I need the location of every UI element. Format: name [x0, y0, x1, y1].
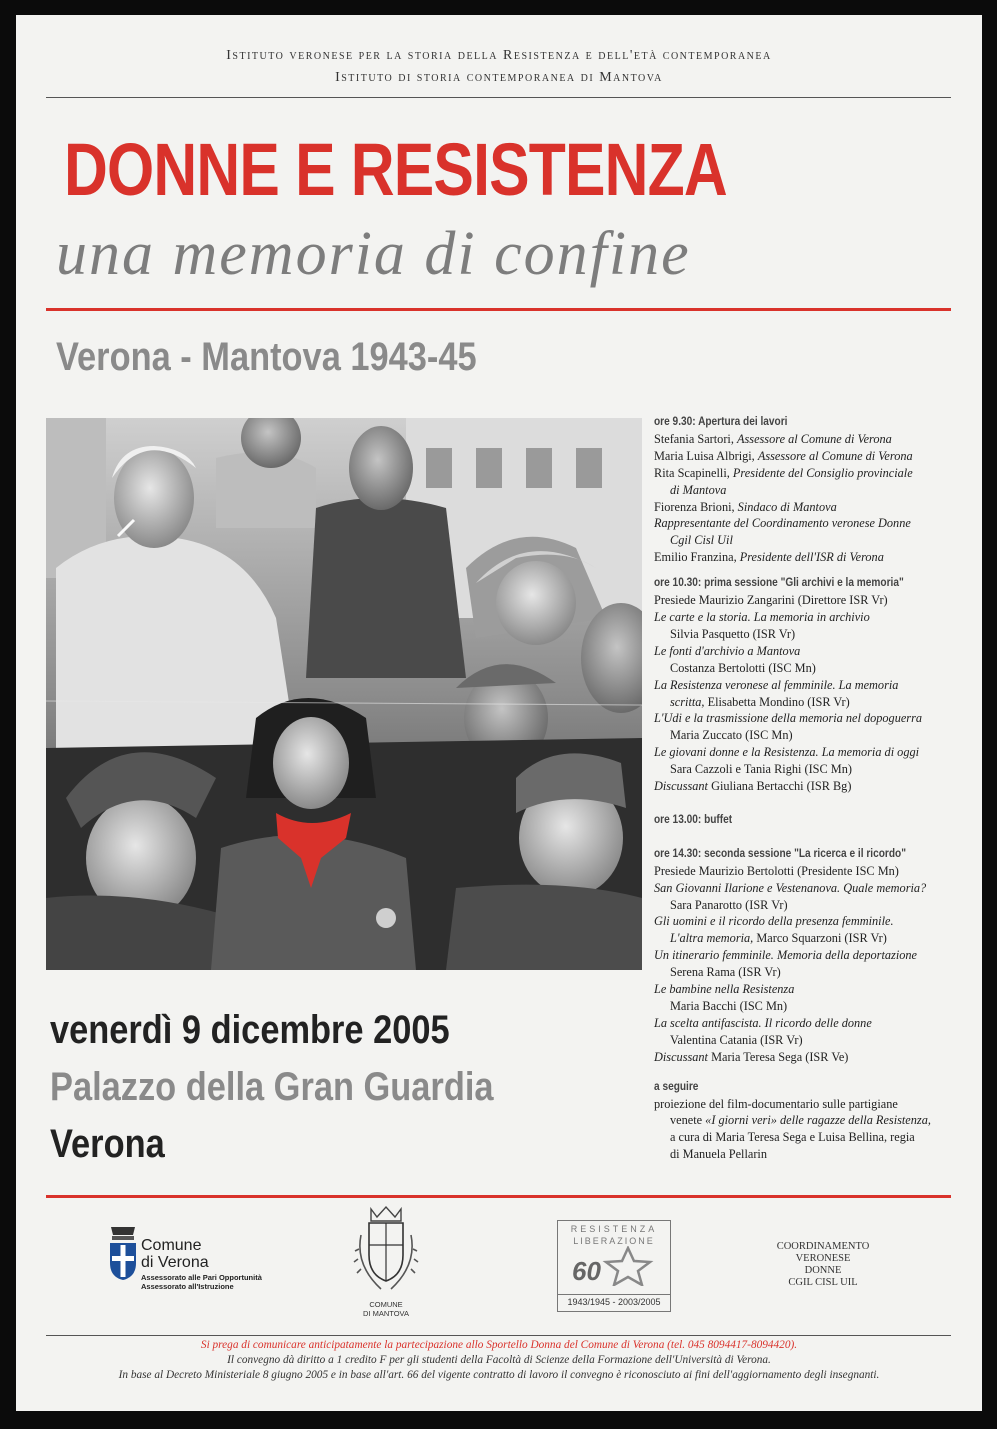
speaker-scapinelli-role: Presidente del Consiglio provinciale — [732, 465, 913, 480]
talk-4-1-title: San Giovanni Ilarione e Vestenanova. Quale memoria? — [654, 880, 927, 895]
logos-red-rule — [46, 1195, 951, 1198]
footer-registration-note: Si prega di comunicare anticipatamente la partecipazione allo Sportello Donna del Comune di Verona (tel. 045 8094417-8094420). — [200, 1339, 798, 1351]
session-2-discussant-label: Discussant — [654, 779, 712, 794]
speaker-brioni: Fiorenza Brioni, — [654, 499, 738, 514]
speaker-coordinamento-cont: Cgil Cisl Uil — [670, 533, 733, 548]
institute-line-2: Istituto di storia contemporanea di Mantova — [335, 70, 663, 85]
verona-logo-word-2: di Verona — [141, 1254, 209, 1271]
res-logo-years: 1943/1945 - 2003/2005 — [558, 1294, 670, 1307]
talk-2-2-title: Le fonti d'archivio a Mantova — [654, 643, 801, 658]
speaker-scapinelli-role-cont: di Mantova — [670, 482, 727, 497]
res-logo-word-2: LIBERAZIONE — [573, 1236, 655, 1246]
session-2-discussant: Giuliana Bertacchi (ISR Bg) — [711, 779, 852, 794]
film-line-4: di Manuela Pellarin — [670, 1147, 767, 1162]
star-icon — [598, 1246, 658, 1286]
film-line-2a: venete — [670, 1113, 706, 1128]
res-logo-word-1: RESISTENZA — [570, 1224, 658, 1234]
talk-4-4-title: Le bambine nella Resistenza — [654, 982, 795, 997]
poster-sheet — [16, 15, 982, 1411]
institute-line-1: Istituto veronese per la storia della Resistenza e dell'età contemporanea — [226, 48, 772, 63]
film-line-1: proiezione del film-documentario sulle partigiane — [654, 1096, 898, 1111]
verona-shield-icon — [108, 1225, 138, 1281]
talk-2-2-author: Costanza Bertolotti (ISC Mn) — [670, 660, 816, 675]
talk-2-3-title-cont: scritta, — [670, 694, 708, 709]
talk-2-3-author: Elisabetta Mondino (ISR Vr) — [707, 694, 850, 709]
speaker-sartori-role: Assessore al Comune di Verona — [736, 431, 892, 446]
talk-4-2-title: Gli uomini e il ricordo della presenza femminile. — [654, 914, 894, 929]
talk-4-3-title: Un itinerario femminile. Memoria della deportazione — [654, 948, 917, 963]
group-photo-image — [46, 418, 642, 970]
header-divider — [46, 97, 951, 98]
event-venue: Palazzo della Gran Guardia — [50, 1065, 494, 1109]
talk-2-3-title: La Resistenza veronese al femminile. La memoria — [654, 677, 899, 692]
verona-logo-assessorato-2: Assessorato all'Istruzione — [141, 1282, 234, 1291]
talk-4-4-author: Maria Bacchi (ISC Mn) — [670, 999, 788, 1013]
place-years: Verona - Mantova 1943-45 — [56, 335, 477, 379]
verona-logo-assessorato-1: Assessorato alle Pari Opportunità — [141, 1273, 262, 1282]
coord-logo-line-2: VERONESE — [795, 1253, 851, 1264]
logo-coordinamento — [758, 1241, 888, 1289]
mantova-crest-icon — [351, 1205, 421, 1295]
session-3-heading: ore 13.00: buffet — [654, 813, 733, 826]
talk-4-2-title-cont: L'altra memoria, — [670, 931, 757, 946]
coord-logo-line-4: CGIL CISL UIL — [788, 1277, 858, 1288]
session-4-discussant-label: Discussant — [654, 1049, 712, 1064]
session-4-discussant: Maria Teresa Sega (ISR Ve) — [711, 1049, 849, 1064]
footer-divider — [46, 1335, 951, 1336]
coord-logo-line-3: DONNE — [804, 1265, 842, 1276]
mantova-logo-word-2: DI MANTOVA — [363, 1309, 409, 1318]
talk-4-3-author: Serena Rama (ISR Vr) — [670, 965, 781, 980]
poster-title: DONNE E RESISTENZA — [64, 128, 727, 211]
talk-4-2-author: Marco Squarzoni (ISR Vr) — [756, 931, 887, 946]
talk-4-5-author: Valentina Catania (ISR Vr) — [670, 1032, 803, 1047]
session-2-chair: Presiede Maurizio Zangarini (Direttore ISR Vr) — [654, 593, 888, 608]
poster-subtitle: una memoria di confine — [56, 220, 691, 288]
session-2-heading: ore 10.30: prima sessione "Gli archivi e la memoria" — [654, 577, 904, 590]
session-4-heading: ore 14.30: seconda sessione "La ricerca e il ricordo" — [654, 847, 907, 860]
film-line-3: a cura di Maria Teresa Sega e Luisa Bellina, regia — [670, 1130, 915, 1145]
event-city: Verona — [50, 1122, 165, 1166]
talk-4-1-author: Sara Panarotto (ISR Vr) — [670, 897, 788, 912]
session-5-heading: a seguire — [654, 1080, 699, 1093]
program-column — [654, 413, 974, 1163]
talk-2-5-title: Le giovani donne e la Resistenza. La memoria di oggi — [654, 745, 920, 760]
talk-2-1-title: Le carte e la storia. La memoria in archivio — [654, 609, 870, 624]
session-1-heading: ore 9.30: Apertura dei lavori — [654, 416, 788, 428]
speaker-franzina-role: Presidente dell'ISR di Verona — [739, 550, 884, 565]
talk-2-5-author: Sara Cazzoli e Tania Righi (ISC Mn) — [670, 762, 852, 777]
speaker-scapinelli: Rita Scapinelli, — [654, 465, 733, 480]
coord-logo-line-1: COORDINAMENTO — [776, 1241, 870, 1252]
film-title: «I giorni veri» delle ragazze della Resistenza, — [705, 1113, 931, 1128]
talk-4-5-title: La scelta antifascista. Il ricordo delle donne — [654, 1015, 872, 1030]
footer-credit-note: Il convegno dà diritto a 1 credito F per gli studenti della Facoltà di Scienze della Formazione dell'Università di Verona. — [227, 1354, 771, 1366]
speaker-albrigi: Maria Luisa Albrigi, — [654, 448, 758, 463]
logo-resistenza-60 — [557, 1220, 671, 1312]
title-red-rule — [46, 308, 951, 311]
logo-comune-mantova — [346, 1205, 426, 1320]
verona-logo-word-1: Comune — [141, 1237, 202, 1254]
speaker-franzina: Emilio Franzina, — [654, 550, 740, 565]
talk-2-4-title: L'Udi e la trasmissione della memoria nel dopoguerra — [654, 711, 923, 726]
event-date: venerdì 9 dicembre 2005 — [50, 1008, 450, 1052]
speaker-brioni-role: Sindaco di Mantova — [737, 499, 837, 514]
mantova-logo-word-1: COMUNE — [369, 1300, 403, 1309]
group-photo — [46, 418, 642, 970]
talk-2-1-author: Silvia Pasquetto (ISR Vr) — [670, 626, 796, 641]
speaker-coordinamento: Rappresentante del Coordinamento veronese Donne — [654, 516, 911, 531]
speaker-sartori: Stefania Sartori, — [654, 431, 737, 446]
speaker-albrigi-role: Assessore al Comune di Verona — [757, 448, 913, 463]
session-4-chair: Presiede Maurizio Bertolotti (Presidente ISC Mn) — [654, 863, 899, 878]
res-logo-number: 60 — [572, 1256, 601, 1286]
footer-decree-note: In base al Decreto Ministeriale 8 giugno 2005 e in base all'art. 66 del vigente contratto di lavoro il convegno è riconosciuto ai fini dell'aggiornamento degli insegnanti. — [118, 1369, 880, 1381]
talk-2-4-author: Maria Zuccato (ISC Mn) — [670, 728, 793, 743]
logo-comune-verona — [108, 1225, 268, 1300]
